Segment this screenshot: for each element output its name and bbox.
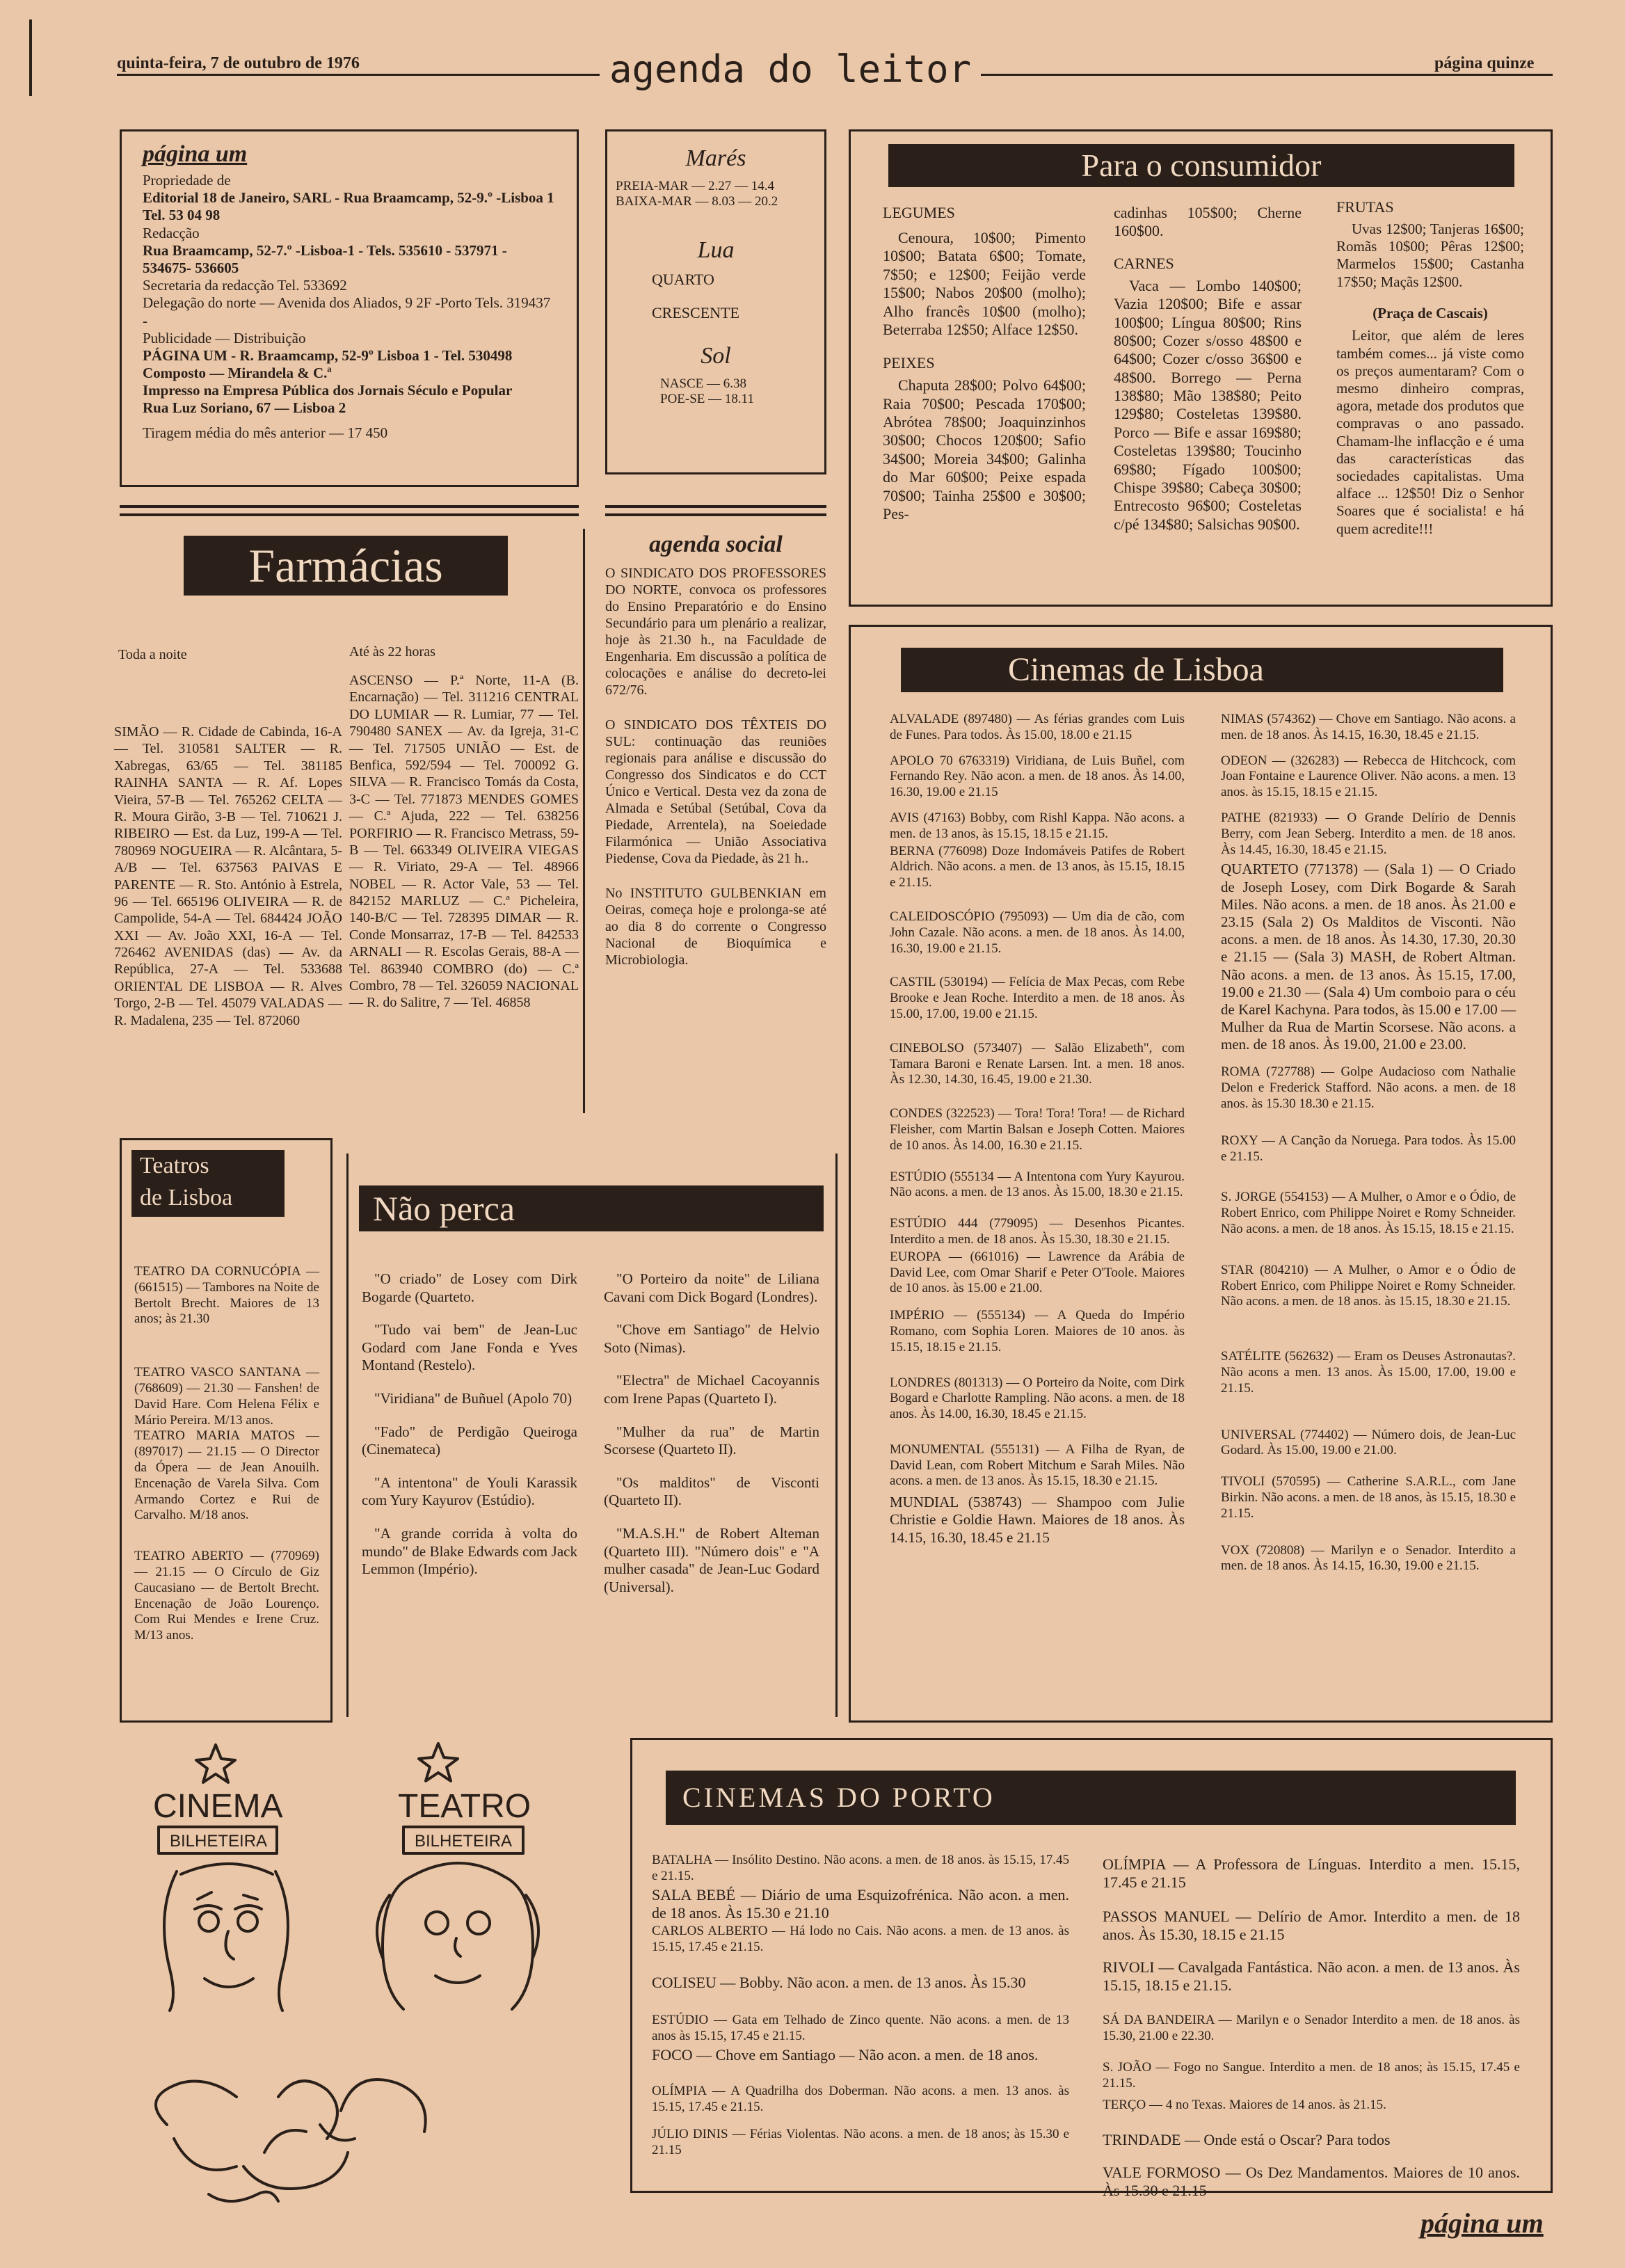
cinema-porto-entry: FOCO — Chove em Santiago — Não acon. a men. de 18 anos. — [652, 2045, 1039, 2063]
cinema-porto-entry: OLÍMPIA — A Quadrilha dos Doberman. Não acons. a men. 13 anos. às 15.15, 17.45 e 21.15. — [652, 2084, 1069, 2115]
cinema-entry: ESTÚDIO (555134 — A Intentona com Yury Kayurou. Não acons. a men. de 13 anos. Às 15.00, 18.30 e 21.15. — [890, 1169, 1185, 1200]
nao-perca-item: "Chove em Santiago" de Helvio Soto (Nimas). — [604, 1321, 819, 1356]
nao-perca-item: "Viridiana" de Buñuel (Apolo 70) — [374, 1390, 573, 1407]
teatro-item: TEATRO ABERTO — (770969) — 21.15 — O Círculo de Giz Caucasiano — de Bertolt Brecht. Encenação de João Lourenço. Com Rui Mendes e Irene Cruz. M/13 anos. — [134, 1549, 319, 1643]
cinema-porto-entry: TERÇO — 4 no Texas. Maiores de 14 anos. às 21.15. — [1103, 2097, 1386, 2112]
masthead-line: Composto — Mirandela & C.ª — [143, 365, 332, 382]
cinema-porto-entry: CARLOS ALBERTO — Há lodo no Cais. Não acons. a men. de 13 anos. às 15.15, 17.45 e 21.15. — [652, 1924, 1069, 1955]
cartoon-cinema: CINEMA — [153, 1788, 283, 1825]
cinema-porto-entry: SÁ DA BANDEIRA — Marilyn e o Senador Interdito a men. de 18 anos. às 15.30, 21.00 e 22.30. — [1103, 2013, 1520, 2044]
peixes-text: Chaputa 28$00; Polvo 64$00; Raia 70$00; Pescada 170$00; Abrótea 78$00; Joaquinzinhos 30$00; Chocos 120$00; Safio 34$00; Moreia 34$00; Galinha do Mar 60$00; Peixe espada 70$00; Tainha 25$00 e 30$00; Pes- — [883, 376, 1086, 522]
cartoon-drawing — [111, 1735, 563, 2222]
cartoon-bilheteira-left: BILHETEIRA — [170, 1832, 268, 1851]
masthead-line: Rua Luz Soriano, 67 — Lisboa 2 — [143, 399, 346, 417]
cinema-entry: NIMAS (574362) — Chove em Santiago. Não acons. a men. de 18 anos. Às 14.15, 16.30, 18.45 e 21.15. — [1221, 712, 1516, 742]
sol-nasce: NASCE — 6.38 — [660, 376, 747, 391]
cinema-entry: CASTIL (530194) — Felícia de Max Pecas, com Rebe Brooke e Jean Roche. Interdito a men. de 18 anos. Às 15.00, 17.00, 19.00 e 21.15. — [890, 975, 1185, 1021]
agenda-social-title: agenda social — [649, 532, 783, 557]
consumidor-title: Para o consumidor — [888, 144, 1514, 187]
legumes-text: Cenoura, 10$00; Pimento 10$00; Batata 6$00; Tomate, 7$50; e 12$00; Feijão verde 15$00; Nabos 20$00 (molho); Alho francês 10$00 (molho); Beterraba 12$50; Alface 12$50. — [883, 228, 1086, 338]
cinema-entry: ALVALADE (897480) — As férias grandes com Luis de Funes. Para todos. Às 15.00, 18.00 e 21.15 — [890, 712, 1185, 742]
col2-top-text: cadinhas 105$00; Cherne 160$00. — [1114, 204, 1302, 240]
masthead-line: Propriedade de — [143, 172, 231, 189]
farmacias-col1: SIMÃO — R. Cidade de Cabinda, 16-A — Tel. 310581 SALTER — R. Xabregas, 63/65 — Tel. 381185 RAINHA SANTA — R. Af. Lopes Vieira, 57-B — Tel. 765262 CELTA — R. Moura Girão, 3-B — Tel. 710621 J. RIBEIRO — Est. da Luz, 199-A — Tel. 780969 NOGUEIRA — R. Alcântara, 5-A/B — Tel. 637563 PAIVAS E PARENTE — R. Sto. António à Estrela, 96 — Tel. 665196 OLIVEIRA — R. de Campolide, 54-A — Tel. 684424 JOÃO XXI — Av. João XXI, 16-A — Tel. 726462 AVENIDAS (das) — Av. da República, 27-A — Tel. 533688 ORIENTAL DE LISBOA — R. Alves Torgo, 2-B — Tel. 45079 VALADAS — R. Madalena, 235 — Tel. 872060 — [114, 724, 342, 1028]
cinema-entry: AVIS (47163) Bobby, com Rishl Kappa. Não acons. a men. de 13 anos, às 15.15, 18.15 e 21.15. — [890, 810, 1185, 841]
consumidor-col-3 — [1336, 198, 1524, 538]
frutas-title: FRUTAS — [1336, 198, 1394, 216]
nao-perca-title: Não perca — [359, 1185, 824, 1231]
cinema-entry: CONDES (322523) — Tora! Tora! Tora! — de Richard Fleisher, com Martin Balsan e Joseph Cotten. Maiores de 10 anos. Às 14.00, 16.30 e 21.15. — [890, 1106, 1185, 1153]
cinema-entry: CINEBOLSO (573407) — Salão Elizabeth", com Tamara Baroni e Renate Larsen. Int. a men. 18 anos. Às 12.30, 14.30, 16.45, 19.00 e 21.30. — [890, 1040, 1185, 1087]
teatro-item: TEATRO DA CORNUCÓPIA — (661515) — Tambores na Noite de Bertolt Brecht. Maiores de 13 anos; às 21.30 — [134, 1264, 319, 1327]
page-title: agenda do leitor — [600, 47, 981, 91]
carnes-title: CARNES — [1114, 254, 1174, 272]
nao-perca-item: "Os malditos" de Visconti (Quarteto II). — [604, 1474, 819, 1509]
agenda-social-p3: No INSTITUTO GULBENKIAN em Oeiras, começa hoje e prolonga-se até ao dia 8 do corrente o Congresso Nacional de Bioquímica e Microbiologia. — [605, 886, 826, 968]
nao-perca-right — [604, 1270, 819, 1597]
praca-text: Leitor, que além de leres também comes... já viste como os preços aumentaram? Com o mesmo dinheiro compras, agora, metade dos produtos que compravas o ano passado. Chamam-lhe inflacção e é uma das características das sociedades capitalistas. Uma alface ... 12$50! Diz o Senhor Soares que é socialista! e há quem acredite!!! — [1336, 327, 1524, 537]
cinemas-lisboa-right — [1221, 712, 1516, 1584]
farmacias-title: Farmácias — [184, 536, 508, 596]
rule — [605, 505, 826, 508]
cinema-entry: TIVOLI (570595) — Catherine S.A.R.L., com Jane Birkin. Não acons. a men. de 18 anos, às 15.15, 18.30 e 21.15. — [1221, 1474, 1516, 1521]
consumidor-box — [849, 129, 1553, 607]
cinema-porto-entry: S. JOÃO — Fogo no Sangue. Interdito a men. de 18 anos; às 15.15, 17.45 e 21.15. — [1103, 2059, 1520, 2091]
nao-perca-item: "A grande corrida à volta do mundo" de Blake Edwards com Jack Lemmon (Império). — [362, 1525, 577, 1578]
lua-line-1: QUARTO — [652, 270, 714, 288]
cinema-porto-entry: RIVOLI — Cavalgada Fantástica. Não acon. a men. de 13 anos. Às 15.15, 18.15 e 21.15. — [1103, 1958, 1520, 1994]
cinema-entry: IMPÉRIO — (555134) — A Queda do Império Romano, com Sophia Loren. Maiores de 10 anos. às 15.15, 18.15 e 21.15. — [890, 1308, 1185, 1355]
cinema-entry: ROXY — A Canção da Noruega. Para todos. Às 15.00 e 21.15. — [1221, 1133, 1516, 1164]
cinema-entry: LONDRES (801313) — O Porteiro da Noite, com Dirk Bogard e Charlotte Rampling. Não acons. a men. de 18 anos. Às 14.00, 16.30, 18.45 e 21.15. — [890, 1375, 1185, 1422]
praca-title: (Praça de Cascais) — [1372, 304, 1488, 321]
cinema-porto-entry: TRINDADE — Onde está o Oscar? Para todos — [1103, 2131, 1391, 2149]
mares-baixa: BAIXA-MAR — 8.03 — 20.2 — [616, 193, 778, 209]
rule — [605, 513, 826, 516]
left-margin-rule — [29, 19, 32, 96]
lua-title: Lua — [697, 237, 735, 263]
peixes-title: PEIXES — [883, 354, 935, 372]
masthead-line: Secretaria da redacção Tel. 533692 — [143, 277, 347, 294]
cartoon-bilheteira-right: BILHETEIRA — [415, 1832, 513, 1851]
masthead-line: PÁGINA UM - R. Braamcamp, 52-9º Lisboa 1 - Tel. 530498 — [143, 346, 513, 364]
masthead-line: Redacção — [143, 224, 200, 241]
header-date: quinta-feira, 7 de outubro de 1976 — [117, 54, 360, 72]
lua-line-2: CRESCENTE — [652, 303, 739, 321]
rule — [346, 1153, 349, 1717]
legumes-title: LEGUMES — [883, 204, 955, 221]
sol-title: Sol — [701, 342, 731, 369]
cinema-porto-entry: OLÍMPIA — A Professora de Línguas. Interdito a men. 15.15, 17.45 e 21.15 — [1103, 1855, 1520, 1892]
cinemas-lisboa-left — [890, 712, 1185, 1556]
mares-box — [605, 129, 826, 474]
cinemas-lisboa-box — [849, 625, 1553, 1723]
nao-perca-item: "O Porteiro da noite" de Liliana Cavani com Dick Bogard (Londres). — [604, 1270, 819, 1305]
nao-perca-item: "Mulher da rua" de Martin Scorsese (Quarteto II). — [604, 1423, 819, 1458]
agenda-social-p2: O SINDICATO DOS TÊXTEIS DO SUL: continuação das reuniões regionais para análise e discussão do Congresso dos Sindicatos e do CCT Único e Vertical. Desta vez da zona de Almada e Setúbal (Setúbal, Cova da Piedade, Arrentela), na Soeiedade Filarmónica — União Associativa Piedense, Cova da Piedade, às 21 h.. — [605, 717, 826, 866]
cinema-porto-entry: SALA BEBÉ — Diário de uma Esquizofrénica. Não acon. a men. de 18 anos. Às 15.30 e 21.10 — [652, 1885, 1069, 1922]
cinema-entry: QUARTETO (771378) — (Sala 1) — O Criado de Joseph Losey, com Dirk Bogarde & Sarah Miles. Não acons. a men. de 18 anos. Às 21.00 e 23.15 (Sala 2) Os Malditos de Visconti. Não acons. a men. de 18 anos. Às 14.30, 17.30, 20.30 e 21.15 — (Sala 3) MASH, de Robert Altman. Não acons. a men. de 13 anos. Às 15.15, 17.00, 19.00 e 21.30 — (Sala 4) Um comboio para o céu de Karel Kachyna. Para todos, às 15.00 e 17.00 — Mulher da Rua de Martin Scorsese. Não acons. a men. de 18 anos. Às 19.00, 21.00 e 23.00. — [1221, 861, 1516, 1053]
cinema-entry: ODEON — (326283) — Rebecca de Hitchcock, com Joan Fontaine e Laurence Oliver. Não acons. a men. 13 anos. às 15.15, 18.15 e 21.15. — [1221, 753, 1516, 800]
cinema-entry: UNIVERSAL (774402) — Número dois, de Jean-Luc Godard. Às 15.00, 19.00 e 21.00. — [1221, 1427, 1516, 1458]
nao-perca-left — [362, 1270, 577, 1579]
cinema-porto-entry: COLISEU — Bobby. Não acon. a men. de 13 anos. Às 15.30 — [652, 1973, 1026, 1991]
cinemas-porto-left — [652, 1853, 1069, 2159]
vertical-rule — [583, 529, 585, 1113]
masthead-line: Delegação do norte — Avenida dos Aliados, 9 2F -Porto Tels. 319437 - — [143, 294, 551, 329]
cinema-entry: ROMA (727788) — Golpe Audacioso com Nathalie Delon e Frederick Stafford. Não acons. a men. de 18 anos. às 15.30 18.30 e 21.15. — [1221, 1064, 1516, 1112]
nao-perca-box — [346, 1138, 838, 1723]
farmacias-col2-title: Até às 22 horas — [349, 644, 435, 660]
cinema-entry: MUNDIAL (538743) — Shampoo com Julie Christie e Goldie Hawn. Maiores de 18 anos. Às 14.15, 16.30, 18.45 e 21.15 — [890, 1494, 1185, 1546]
masthead-box — [120, 129, 579, 487]
cinemas-porto-box — [630, 1738, 1553, 2200]
bilheteira-cartoon — [111, 1735, 563, 2222]
cinema-entry: PATHE (821933) — O Grande Delírio de Dennis Berry, com Jean Seberg. Interdito a men. de 18 anos. Às 14.45, 16.30, 18.45 e 21.15. — [1221, 810, 1516, 857]
sol-poe: POE-SE — 18.11 — [660, 391, 754, 406]
cinema-porto-entry: JÚLIO DINIS — Férias Violentas. Não acons. a men. de 18 anos; às 15.30 e 21.15 — [652, 2126, 1069, 2157]
nao-perca-item: "Fado" de Perdigão Queiroga (Cinemateca) — [362, 1423, 577, 1458]
cinema-entry: EUROPA — (661016) — Lawrence da Arábia de David Lee, com Omar Sharif e Peter O'Toole. Maiores de 10 anos. às 15.00 e 21.00. — [890, 1249, 1185, 1296]
cinema-porto-entry: VALE FORMOSO — Os Dez Mandamentos. Maiores de 10 anos. Às 15.30 e 21.15 — [1103, 2163, 1520, 2200]
teatro-item: TEATRO VASCO SANTANA — (768609) — 21.30 — Fanshen! de David Hare. Com Helena Félix e Mário Pereira. M/13 anos. — [134, 1365, 319, 1428]
teatros-title-1: Teatros — [140, 1153, 209, 1179]
consumidor-col-2 — [1114, 204, 1302, 534]
nao-perca-item: "A intentona" de Youli Karassik com Yury Kayurov (Estúdio). — [362, 1474, 577, 1509]
teatros-title-2: de Lisboa — [140, 1185, 233, 1211]
masthead-line: Editorial 18 de Janeiro, SARL - Rua Braamcamp, 52-9.º -Lisboa 1 Tel. 53 04 98 — [143, 189, 554, 224]
cinema-entry: STAR (804210) — A Mulher, o Amor e o Ódio de Robert Enrico, com Philippe Noiret e Romy Schneider. Não acons. a men. de 18 anos. às 15.15, 18.30 e 21.15. — [1221, 1262, 1516, 1309]
page-number: página quinze — [1434, 54, 1535, 72]
cinema-entry: APOLO 70 6763319) Viridiana, de Luis Buñel, com Fernando Rey. Não acon. a men. de 18 anos. Às 14.00, 16.30, 19.00 e 21.15 — [890, 753, 1185, 800]
mares-title: Marés — [685, 145, 746, 171]
cinemas-porto-title: CINEMAS DO PORTO — [666, 1771, 1516, 1825]
masthead-title: página um — [143, 141, 248, 167]
teatro-item: TEATRO MARIA MATOS — (897017) — 21.15 — O Director da Ópera — de Jean Anouilh. Encenação de Varela Silva. Com Armando Cortez e Rui de Carvalho. M/18 anos. — [134, 1428, 319, 1523]
nao-perca-item: "Electra" de Michael Cacoyannis com Irene Papas (Quarteto I). — [604, 1372, 819, 1407]
rule — [835, 1153, 838, 1717]
cinema-entry: MONUMENTAL (555131) — A Filha de Ryan, de David Lean, com Robert Mitchum e Sarah Miles. Não acons. a men. de 13 anos. Às 15.15, 18.30 e 21.15. — [890, 1442, 1185, 1489]
farmacias-col1-title: Toda a noite — [118, 647, 187, 662]
cinema-porto-entry: BATALHA — Insólito Destino. Não acons. a men. de 18 anos. às 15.15, 17.45 e 21.15. — [652, 1853, 1069, 1883]
agenda-social-p1: O SINDICATO DOS PROFESSORES DO NORTE, convoca os professores do Ensino Preparatório e do Ensino Secundário para um plenário a realizar, hoje às 21.30 h., na Faculdade de Engenharia. Em discussão a política de colocações e análise do decreto-lei 672/76. — [605, 566, 826, 698]
frutas-text: Uvas 12$00; Tanjeras 16$00; Romãs 10$00; Pêras 12$00; Marmelos 15$00; Castanha 17$50; Maçãs 12$00. — [1336, 220, 1524, 290]
cinema-entry: S. JORGE (554153) — A Mulher, o Amor e o Ódio, de Robert Enrico, com Philippe Noiret e Romy Schneider. Não acons. a men. de 18 anos. Às 15.15, 18.15 e 21.15. — [1221, 1190, 1516, 1237]
cinema-porto-entry: ESTÚDIO — Gata em Telhado de Zinco quente. Não acons. a men. de 13 anos às 15.15, 17.45 e 21.15. — [652, 2013, 1069, 2044]
mares-preia: PREIA-MAR — 2.27 — 14.4 — [616, 179, 775, 193]
cinemas-porto-right — [1103, 1855, 1520, 2201]
carnes-text: Vaca — Lombo 140$00; Vazia 120$00; Bife e assar 100$00; Língua 80$00; Rins 80$00; Cozer s/osso 48$00 e 64$00; Cozer c/osso 36$00 e 48$00. Borrego — Perna 138$80; Mão 138$80; Peito 129$80; Costeletas 139$80. Porco — Bife e assar 169$80; Costeletas 139$80; Toucinho 69$80; Fígado 100$00; Chispe 39$80; Cabeça 30$00; Entrecosto 96$00; Costeletas c/pé 134$80; Salsichas 90$00. — [1114, 276, 1302, 533]
nao-perca-item: "O criado" de Losey com Dirk Bogarde (Quarteto. — [362, 1270, 577, 1305]
teatros-box — [120, 1138, 333, 1723]
teatros-list — [134, 1264, 319, 1644]
masthead-lines — [143, 172, 556, 442]
masthead-line: Impresso na Empresa Pública dos Jornais Século e Popular — [143, 382, 513, 399]
cinema-porto-entry: PASSOS MANUEL — Delírio de Amor. Interdito a men. de 18 anos. Às 15.30, 18.15 e 21.15 — [1103, 1907, 1520, 1944]
consumidor-col-1 — [883, 204, 1086, 523]
agenda-social — [605, 532, 826, 968]
cinema-entry: VOX (720808) — Marilyn e o Senador. Interdito a men. de 18 anos. Às 14.15, 16.30, 19.00 e 21.15. — [1221, 1542, 1516, 1574]
cartoon-teatro: TEATRO — [398, 1788, 531, 1825]
cinemas-lisboa-title: Cinemas de Lisboa — [901, 648, 1503, 692]
rule — [120, 505, 579, 508]
cinema-entry: CALEIDOSCÓPIO (795093) — Um dia de cão, com John Cazale. Não acons. a men. de 18 anos. Às 14.00, 16.30, 19.00 e 21.15. — [890, 909, 1185, 956]
nao-perca-item: "M.A.S.H." de Robert Alteman (Quarteto III). "Número dois" e "A mulher casada" de Jean-Luc Godard (Universal). — [604, 1525, 819, 1595]
teatros-title — [131, 1150, 285, 1217]
farmacias-col2: ASCENSO — P.ª Norte, 11-A (B. Encarnação) — Tel. 311216 CENTRAL DO LUMIAR — R. Lumiar, 77 — Tel. 790480 SANEX — Av. da Igreja, 31-C — Tel. 717505 UNIÃO — Est. de Benfica, 592/594 — Tel. 700092 G. SILVA — R. Francisco Tomás da Costa, 3-C — Tel. 771873 MENDES GOMES — C.ª Ajuda, 222 — Tel. 638256 PORFIRIO — R. Francisco Metrass, 59-B — Tel. 663349 OLIVEIRA VIEGAS — R. Viriato, 29-A — Tel. 48966 NOBEL — R. Actor Vale, 53 — Tel. 842152 MARLUZ — C.ª Picheleira, 140-B/C — Tel. 728395 DIMAR — R. Conde Monsarraz, 17-B — Tel. 842533 ARNALI — R. Escolas Gerais, 88-A — Tel. 863940 COMBRO (do) — C.ª Combro, 78 — Tel. 326059 NACIONAL — R. do Salitre, 7 — Tel. 46858 — [349, 673, 579, 1011]
masthead-line: Publicidade — Distribuição — [143, 329, 306, 346]
cinema-entry: ESTÚDIO 444 (779095) — Desenhos Picantes. Interdito a men. de 18 anos. Às 15.30, 18.30 e 21.15. — [890, 1216, 1185, 1247]
cinema-entry: BERNA (776098) Doze Indomáveis Patifes de Robert Aldrich. Não acons. a men. de 13 anos, às 15.15, 18.15 e 21.15. — [890, 843, 1185, 891]
masthead-line: Rua Braamcamp, 52-7.º -Lisboa-1 - Tels. 535610 - 537971 - 534675- 536605 — [143, 241, 507, 276]
masthead-line: Tiragem média do mês anterior — 17 450 — [143, 424, 388, 441]
cinema-entry: SATÉLITE (562632) — Eram os Deuses Astronautas?. Não acons a men. 13 anos. Às 15.00, 17.00, 19.00 e 21.15. — [1221, 1349, 1516, 1396]
footer-brand: página um — [1420, 2207, 1544, 2239]
nao-perca-item: "Tudo vai bem" de Jean-Luc Godard com Jane Fonda e Yves Montand (Restelo). — [362, 1321, 577, 1374]
rule — [120, 513, 579, 516]
